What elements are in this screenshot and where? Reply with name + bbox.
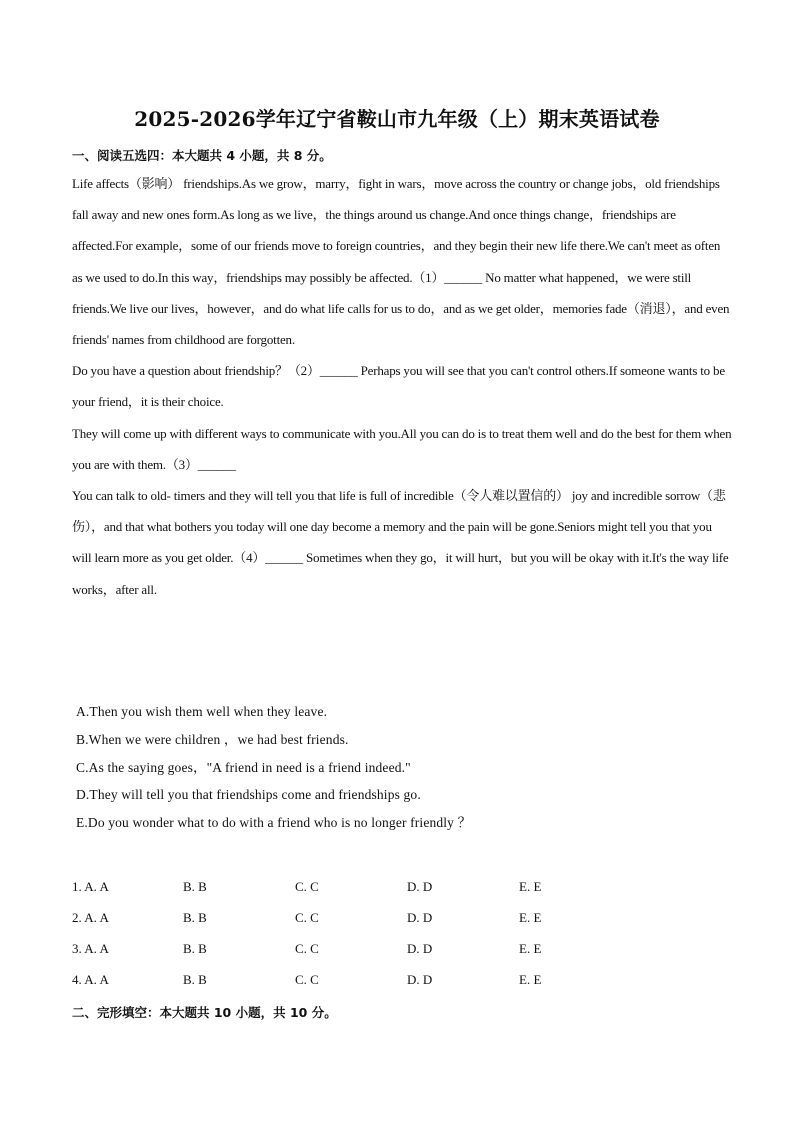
reading-passage (72, 168, 732, 605)
choice-c[interactable]: C. C (295, 910, 319, 925)
option-a: A.Then you wish them well when they leave. (76, 704, 328, 719)
passage-paragraph-4: You can talk to old- timers and they will tell you that life is full of incredible（令人难以置信的） joy and incredible sorrow（悲伤），and that what bothers you today will one day become a memory and the pain will be gone.Seniors might tell you that you will learn more as you get older.（4）______ Sometimes when they go，it will hurt，but you will be okay with it.It's the way life works，after all. (72, 488, 729, 597)
section-heading-reading: 一、阅读五选四：本大题共 4 小题，共 8 分。 (72, 148, 332, 163)
choice-b[interactable]: B. B (183, 879, 207, 894)
choice-c[interactable]: C. C (295, 879, 319, 894)
option-c: C.As the saying goes，"A friend in need is a friend indeed." (76, 759, 411, 775)
choice-b[interactable]: B. B (183, 941, 207, 956)
choice-e[interactable]: E. E (519, 941, 542, 956)
section-heading-cloze: 二、完形填空：本大题共 10 小题，共 10 分。 (72, 1005, 337, 1020)
choice-d[interactable]: D. D (407, 941, 433, 956)
choice-c[interactable]: C. C (295, 972, 319, 987)
exam-title: 2025-2026学年辽宁省鞍山市九年级（上）期末英语试卷 (134, 107, 660, 131)
passage-paragraph-1: Life affects（影响） friendships.As we grow，marry，fight in wars，move across the country or change jobs，old friendships fall away and new ones form.As long as we live，the things around us change.And once things change，friendships are affected.For example，some of our friends move to foreign countries，and they begin their new life there.We can't meet as often as we used to do.In this way，friendships may possibly be affected.（1）______ No matter what happened，we were still friends.We live our lives，however，and do what life calls for us to do，and as we get older，memories fade（消退），and even friends' names from childhood are forgotten. (72, 176, 730, 348)
choice-d[interactable]: D. D (407, 879, 433, 894)
choice-a[interactable]: 4. A. A (72, 972, 109, 987)
choice-a[interactable]: 2. A. A (72, 910, 109, 925)
choice-c[interactable]: C. C (295, 941, 319, 956)
choice-e[interactable]: E. E (519, 972, 542, 987)
passage-paragraph-2: Do you have a question about friendship？（2）______ Perhaps you will see that you can't control others.If someone wants to be your friend，it is their choice. (72, 363, 725, 410)
choice-b[interactable]: B. B (183, 972, 207, 987)
choice-a[interactable]: 3. A. A (72, 941, 109, 956)
choice-a[interactable]: 1. A. A (72, 879, 109, 894)
answer-options (76, 698, 471, 837)
option-e: E.Do you wonder what to do with a friend who is no longer friendly ？ (76, 815, 472, 831)
choice-e[interactable]: E. E (519, 879, 542, 894)
option-d: D.They will tell you that friendships come and friendships go. (76, 787, 421, 803)
option-b: B.When we were children ，we had best friends. (76, 731, 349, 747)
passage-paragraph-3: They will come up with different ways to communicate with you.All you can do is to treat them well and do the best for them when you are with them.（3）______ (72, 425, 732, 472)
choice-b[interactable]: B. B (183, 910, 207, 925)
choice-e[interactable]: E. E (519, 910, 542, 925)
choice-d[interactable]: D. D (407, 910, 433, 925)
choice-d[interactable]: D. D (407, 972, 433, 987)
